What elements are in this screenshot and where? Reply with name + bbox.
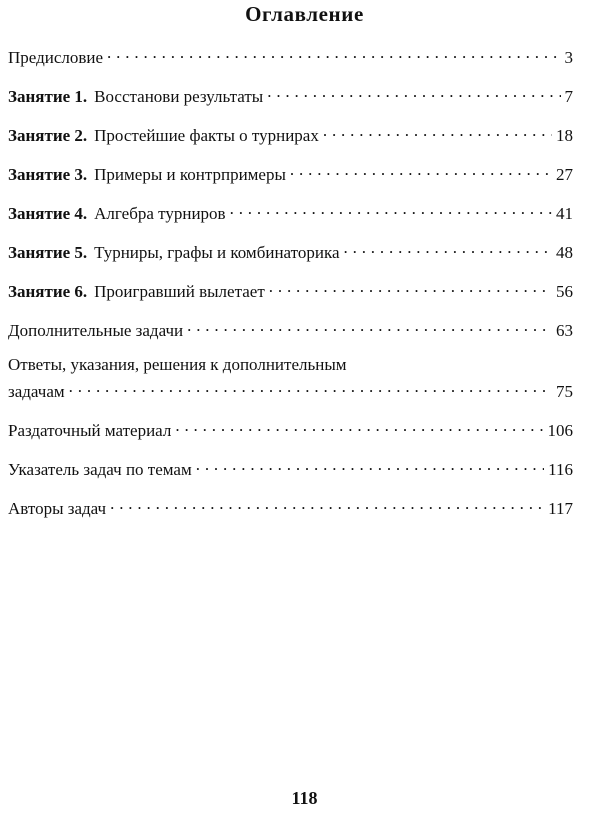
toc-lesson-number: Занятие 2. [8,126,88,145]
toc-entry-authors[interactable] [8,493,573,518]
dot-leader [175,415,543,436]
dot-leader [69,376,552,397]
toc-page-number: 63 [556,321,573,340]
toc-page-number: 48 [556,243,573,262]
toc-page-number: 18 [556,126,573,145]
toc-entry-title: Алгебра турниров [94,204,226,223]
dot-leader [267,81,560,102]
toc-entry-lesson-2[interactable] [8,120,573,145]
toc-lesson-number: Занятие 5. [8,243,88,262]
dot-leader [196,454,544,475]
dot-leader [187,315,552,336]
toc-page-number: 3 [564,48,573,67]
toc-page-number: 27 [556,165,573,184]
toc-entry-title: Предисловие [8,48,104,67]
toc-entry-preface[interactable] [8,42,573,67]
dot-leader [323,120,552,141]
page-number: 118 [291,788,318,808]
toc-entry-title-line2-row [8,376,573,401]
toc-lesson-number: Занятие 1. [8,87,88,106]
toc-entry-lesson-4[interactable] [8,198,573,223]
toc-page-number: 56 [556,282,573,301]
dot-leader [290,159,552,180]
toc-lesson-number: Занятие 6. [8,282,88,301]
toc-entry-title: Раздаточный материал [8,421,172,440]
toc-page-number: 116 [548,460,573,479]
toc-entry-lesson-3[interactable] [8,159,573,184]
dot-leader [110,493,544,514]
toc-entry-handouts[interactable] [8,415,573,440]
page-title: Оглавление [245,2,364,26]
toc-lesson-number: Занятие 3. [8,165,88,184]
dot-leader [107,42,560,63]
toc-entry-lesson-6[interactable] [8,276,573,301]
toc-entry-topic-index[interactable] [8,454,573,479]
toc-entry-title: Проигравший вылетает [94,282,265,301]
table-of-contents [8,42,573,532]
toc-entry-title: Восстанови результаты [94,87,264,106]
toc-page-number: 75 [556,382,573,401]
toc-page-number: 117 [548,499,573,518]
toc-entry-title-line2: задачам [8,382,65,401]
toc-entry-title: Турниры, графы и комбинаторика [94,243,340,262]
toc-page-number: 7 [564,87,573,106]
toc-page-number: 106 [547,421,573,440]
toc-entry-title: Дополнительные задачи [8,321,184,340]
toc-entry-title: Авторы задач [8,499,107,518]
toc-entry-lesson-1[interactable] [8,81,573,106]
toc-lesson-number: Занятие 4. [8,204,88,223]
toc-entry-answers[interactable] [8,354,573,401]
toc-entry-title: Примеры и контрпримеры [94,165,286,184]
dot-leader [344,237,553,258]
toc-entry-title: Указатель задач по темам [8,460,192,479]
dot-leader [269,276,552,297]
toc-entry-title-line1: Ответы, указания, решения к дополнительным [8,355,347,374]
toc-entry-title: Простейшие факты о турнирах [94,126,319,145]
toc-page-number: 41 [556,204,573,223]
toc-entry-extra-problems[interactable] [8,315,573,340]
dot-leader [230,198,552,219]
toc-entry-lesson-5[interactable] [8,237,573,262]
